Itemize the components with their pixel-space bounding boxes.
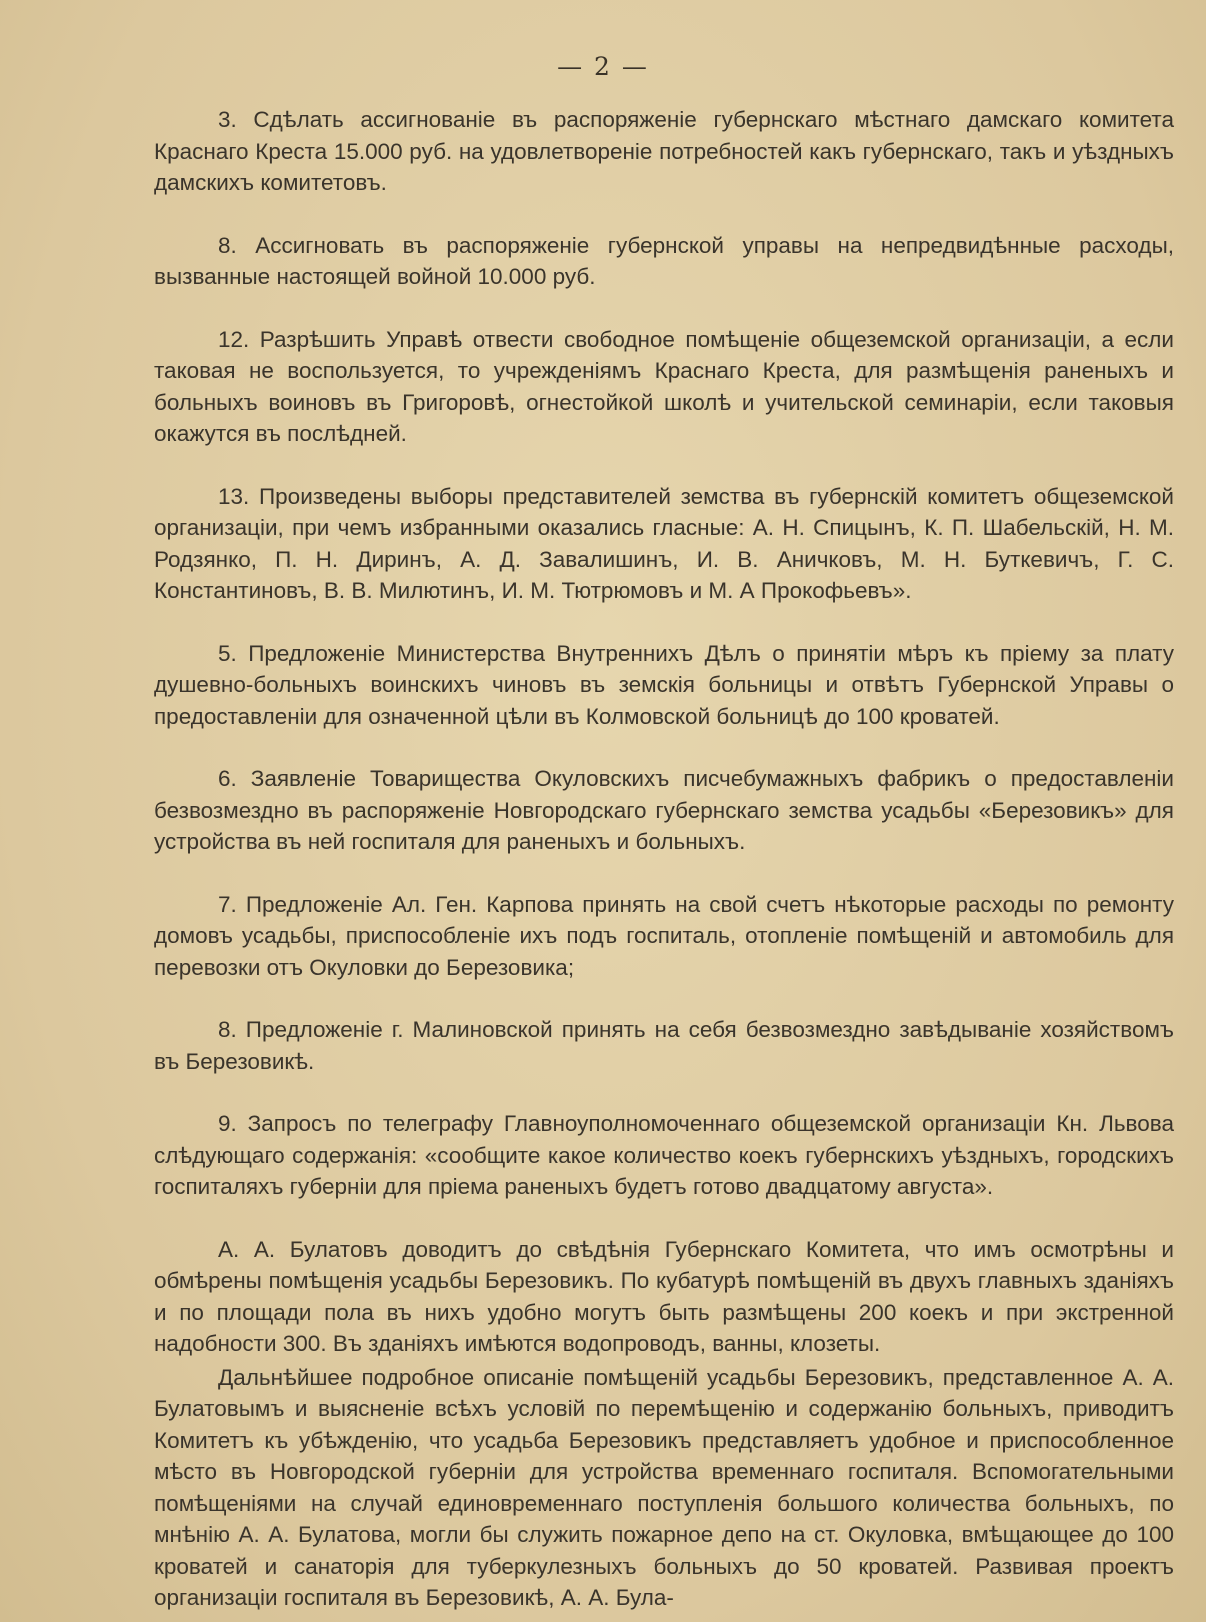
paragraph-agenda-9: 9. Запросъ по телеграфу Главноуполномоченнаго общеземской организаціи Кн. Львова слѣдующаго содержанія: «сообщите какое количество коекъ губернскихъ уѣздныхъ, городскихъ госпиталяхъ губерніи для пріема раненыхъ будетъ готово двадцатому августа».	[154, 1111, 1174, 1199]
paragraph-item-13: 13. Произведены выборы представителей земства въ губернскій комитетъ общеземской организаціи, при чемъ избранными оказались гласные: А. Н. Спицынъ, К. П. Шабельскій, Н. М. Родзянко, П. Н. Диринъ, А. Д. Завалишинъ, И. В. Аничковъ, М. Н. Буткевичъ, Г. С. Константиновъ, В. В. Милютинъ, И. М. Тютрюмовъ и М. А Прокофьевъ».	[154, 483, 1174, 603]
document-body	[154, 104, 1174, 1614]
paragraph-agenda-7: 7. Предложеніе Ал. Ген. Карпова принять на свой счетъ нѣкоторые расходы по ремонту домовъ усадьбы, приспособленіе ихъ подъ госпиталь, отопленіе помѣщеній и автомобиль для перевозки отъ Окуловки до Березовика;	[154, 891, 1174, 980]
paragraph-committee-conclusion: Дальнѣйшее подробное описаніе помѣщеній усадьбы Березовикъ, представленное А. А. Булатовымъ и выясненіе всѣхъ условій по перемѣщенію и содержанію больныхъ, приводитъ Комитетъ къ убѣжденію, что усадьба Березовикъ представляетъ удобное и приспособленное мѣсто въ Новгородской губерніи для устройства временнаго госпиталя. Вспомогательными помѣщеніями на случай единовременнаго поступленія большого количества больныхъ, по мнѣнію А. А. Булатова, могли бы служить пожарное депо на ст. Окуловка, вмѣщающее до 100 кроватей и санаторія для туберкулезныхъ больныхъ до 50 кроватей. Развивая проектъ организаціи госпиталя въ Березовикѣ, А. А. Була-	[154, 1364, 1174, 1610]
paragraph-agenda-6: 6. Заявленіе Товарищества Окуловскихъ писчебумажныхъ фабрикъ о предоставленіи безвозмездно въ распоряженіе Новгородскаго губернскаго земства усадьбы «Березовикъ» для устройства въ ней госпиталя для раненыхъ и больныхъ.	[154, 766, 1174, 854]
paragraph-agenda-8: 8. Предложеніе г. Малиновской принять на себя безвозмездно завѣдываніе хозяйствомъ въ Березовикѣ.	[154, 1017, 1174, 1074]
paragraph-agenda-5: 5. Предложеніе Министерства Внутреннихъ Дѣлъ о принятіи мѣръ къ пріему за плату душевно-больныхъ воинскихъ чиновъ въ земскія больницы и отвѣтъ Губернской Управы о предоставленіи для означенной цѣли въ Колмовской больницѣ до 100 кроватей.	[154, 640, 1174, 729]
paragraph-bulatov-report: А. А. Булатовъ доводитъ до свѣдѣнія Губернскаго Комитета, что имъ осмотрѣны и обмѣрены помѣщенія усадьбы Березовикъ. По кубатурѣ помѣщеній въ двухъ главныхъ зданіяхъ и по площади пола въ нихъ удобно могутъ быть размѣщены 200 коекъ и при экстренной надобности 300. Въ зданіяхъ имѣются водопроводъ, ванны, клозеты.	[154, 1236, 1174, 1356]
paragraph-item-8: 8. Ассигновать въ распоряженіе губернской управы на непредвидѣнные расходы, вызванные настоящей войной 10.000 руб.	[154, 232, 1174, 289]
page-number: — 2 —	[557, 52, 649, 81]
paragraph-item-3: 3. Сдѣлать ассигнованіе въ распоряженіе губернскаго мѣстнаго дамскаго комитета Краснаго Креста 15.000 руб. на удовлетвореніе потребностей какъ губернскаго, такъ и уѣздныхъ дамскихъ комитетовъ.	[154, 107, 1174, 195]
paragraph-item-12: 12. Разрѣшить Управѣ отвести свободное помѣщеніе общеземской организаціи, а если таковая не воспользуется, то учрежденіямъ Краснаго Креста, для размѣщенія раненыхъ и больныхъ воиновъ въ Григоровѣ, огнестойкой школѣ и учительской семинаріи, если таковыя окажутся въ послѣдней.	[154, 326, 1174, 446]
